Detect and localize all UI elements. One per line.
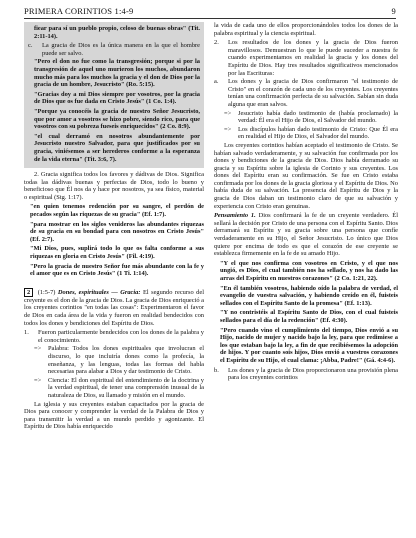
page-header [24, 6, 396, 18]
scripture-quote: "Pero la gracia de nuestro Señor fue más abundante con la fe y el amor que es en Cristo Jesús" (1 Ti. 1:14). [30, 262, 204, 278]
thought-paragraph [214, 212, 398, 258]
list-item-c [28, 42, 200, 57]
closing-paragraph: La iglesia y sus creyentes estaban capacitados por la gracia de Dios para conocer y comprender la verdad de la Palabra de Dios y para transmitir la verdad a un mundo perdido y agonizante. El Espíritu de Dios había enriquecido [24, 400, 204, 431]
scripture-quote: "para mostrar en los siglos venideros las abundantes riquezas de su gracia en su bondad para con nosotros en Cristo Jesús" (Ef. 2:7). [30, 220, 204, 243]
intro-paragraph: la vida de cada uno de ellos proporcionándoles todos los dones de la palabra espiritual y la ciencia espiritual. [214, 22, 398, 37]
list-marker: 1. [24, 329, 29, 337]
section-title: Dones, espirituales — Gracia: [57, 288, 141, 296]
scripture-quote: "Y no contristéis al Espíritu Santo de Dios, con el cual fuisteis sellados para el día de la redención" (Ef. 4:30). [220, 309, 398, 324]
list-item-2: 2. Gracia significa todos los favores y dádivas de Dios. Significa todas las dádivas buenas y perfectas de Dios, todo lo bueno y beneficioso que Él nos da y hace por nosotros, ya sea físico, material o espiritual (Stg. 1:17). [24, 171, 204, 201]
list-text: Fueron particularmente bendecidos con los dones de la palabra y el conocimiento. [38, 329, 204, 344]
list-item-1 [24, 329, 204, 344]
arrow-marker: => [224, 125, 232, 133]
section-paragraph [24, 288, 204, 327]
list-marker: b. [214, 366, 219, 374]
scripture-quote: "el cual derramó en nosotros abundantemente por Jesucristo nuestro Salvador, para que justificados por su gracia, viniésemos a ser herederos conforme a la esperanza de la vida eterna" (Tit. 3:6, 7). [34, 132, 200, 163]
scripture-quote: "Mi Dios, pues, suplirá todo lo que os falta conforme a sus riquezas en gloria en Cristo Jesús" (Fil. 4:19). [30, 245, 204, 261]
scripture-quote: "Pero el don no fue como la transgresión; porque si por la transgresión de aquel uno murieron los muchos, abundaron mucho más para los muchos la gracia y el don de Dios por la gracia de un hombre, Jesucristo" (Ro. 5:15). [34, 58, 200, 89]
arrow-marker: => [224, 109, 232, 117]
arrow-text: Los discípulos habían dado testimonio de Cristo: Que Él era en realidad el Hijo de Dios, el Salvador del mundo. [238, 125, 398, 141]
scripture-quote: "Y el que nos confirma con vosotros en Cristo, y el que nos ungió, es Dios, el cual también nos ha sellado, y nos ha dado las arras del Espíritu en nuestros corazones" (2 Co. 1:21, 22). [220, 259, 398, 282]
scripture-quote: "En él también vosotros, habiendo oído la palabra de verdad, el evangelio de vuestra salvación, y habiendo creído en él, fuisteis sellados con el Espíritu Santo de la promesa" (Ef. 1:13). [220, 284, 398, 307]
body-paragraph: Los creyentes corintios habían aceptado el testimonio de Cristo. Se habían salvado verdaderamente, y su salvación fue confirmada por los dones y bendiciones de la gracia de Dios. Dios había derramado su gracia y su Espíritu sobre la iglesia de Corinto y sus creyentes. Los dones del Espíritu eran su confirmación. Se fue en Cristo estaba confirmada por los dones de la gracia gloriosa y el Espíritu de Dios. No había duda de su salvación. La presencia del Espíritu de Dios y la gracia de Dios daban un testimonio claro de que su salvación y experiencia con Cristo eran genuinas. [214, 141, 398, 210]
arrow-item [224, 126, 398, 141]
running-title: PRIMERA CORINTIOS 1:4-9 [24, 6, 134, 16]
right-column [214, 22, 398, 383]
section-ref: (1:5-7) [37, 288, 56, 296]
arrow-text: Jesucristo había dado testimonio de (había proclamado) la verdad: Él era el Hijo de Dios, el Salvador del mundo. [238, 109, 398, 125]
thought-label: Pensamiento 1. [214, 212, 256, 220]
arrow-text: Palabra: Todos los dones espirituales que involucran el discurso, lo que incluiría dones como la profecía, la enseñanza, y las lenguas, todas las formas del habla necesarias para alabar a Dios y dar testimonio de Cristo. [48, 345, 204, 376]
scripture-quote: "Porque ya conocéis la gracia de nuestro Señor Jesucristo, que por amor a vosotros se hizo pobre, siendo rico, para que vosotros con su pobreza fueseis enriquecidos" (2 Co. 8:9). [34, 107, 200, 131]
list-marker: a. [214, 78, 219, 86]
arrow-item [34, 377, 204, 400]
scripture-quote: "Pero cuando vino el cumplimiento del tiempo, Dios envió a su Hijo, nacido de mujer y nacido bajo la ley, para que redimiese a los que estaban bajo la ley, a fin de que recibiésemos la adopción de hijos. Y por cuanto sois hijos, Dios envió a vuestros corazones el Espíritu de su Hijo, el cual clama: ¡Abba, Padre!" (Gá. 4:4-6). [220, 326, 398, 364]
list-text: Los dones y la gracia de Dios confirmaron "el testimonio de Cristo" en el corazón de cada uno de los creyentes. Los creyentes tenían una confirmación perfecta de su salvación. Sabían sin duda alguna que eran salvos. [228, 78, 398, 108]
list-item-b [214, 367, 398, 382]
section-number-box: 2 [24, 288, 33, 297]
shaded-box [24, 22, 204, 168]
section-text: El segundo recurso del creyente es el don de la gracia de Dios. La gracia de Dios enriqueció a los creyentes corintios "en todas las cosas": Experimentaron el favor de Dios en cada área de la vida y fueron en realidad bendecidos con todos los dones y bendiciones del Espíritu de Dios. [24, 288, 204, 327]
header-rule [24, 18, 396, 19]
list-text: Los dones y la gracia de Dios proporcionaron una provisión plena para los creyentes corintios [228, 366, 398, 382]
arrow-item [34, 345, 204, 375]
list-text: La gracia de Dios es la única manera en la que el hombre puede ser salvo. [42, 42, 200, 57]
list-marker: 2. [214, 39, 219, 47]
scripture-quote: "en quien tenemos redención por su sangre, el perdón de pecados según las riquezas de su gracia" (Ef. 1:7). [30, 203, 204, 219]
left-column [24, 22, 204, 433]
arrow-marker: => [34, 345, 42, 353]
list-marker: c. [28, 42, 33, 50]
arrow-marker: => [34, 376, 42, 384]
list-item-2 [214, 39, 398, 77]
thought-text: Dios confirmará la fe de un creyente verdadero. Él sellará la decisión por Cristo de una persona con el Espíritu Santo. Dios derramará su Espíritu y su gracia sobre una persona que confíe verdaderamente en su Hijo, el Señor Jesucristo. Lo único que Dios quiere por encima de todo es que el corazón de ese creyente se establezca firmemente en la fe de su amado Hijo. [214, 212, 398, 258]
arrow-text: Ciencia: El don espiritual del entendimiento de la doctrina y la verdad espiritual, de tener una comprensión inusual de la naturaleza de Dios, su llamado y misión en el mundo. [48, 376, 204, 399]
list-item-a [214, 78, 398, 108]
list-text: Los resultados de los dones y la gracia de Dios fueron maravillosos. Demuestran lo que le puede suceder a nuestra fe cuando experimentamos en realidad la gracia y los dones del Espíritu de Dios. Hay tres resultados significativos mencionados por las Escrituras: [228, 39, 398, 77]
arrow-item [224, 110, 398, 125]
page-number: 9 [391, 6, 396, 16]
scripture-quote: "Gracias doy a mi Dios siempre por vosotros, por la gracia de Dios que os fue dada en Cristo Jesús" (1 Co. 1:4). [34, 90, 200, 106]
quote-continuation: fiear para sí un pueblo propio, celoso de buenas obras" (Tit. 2:11-14). [34, 25, 200, 40]
